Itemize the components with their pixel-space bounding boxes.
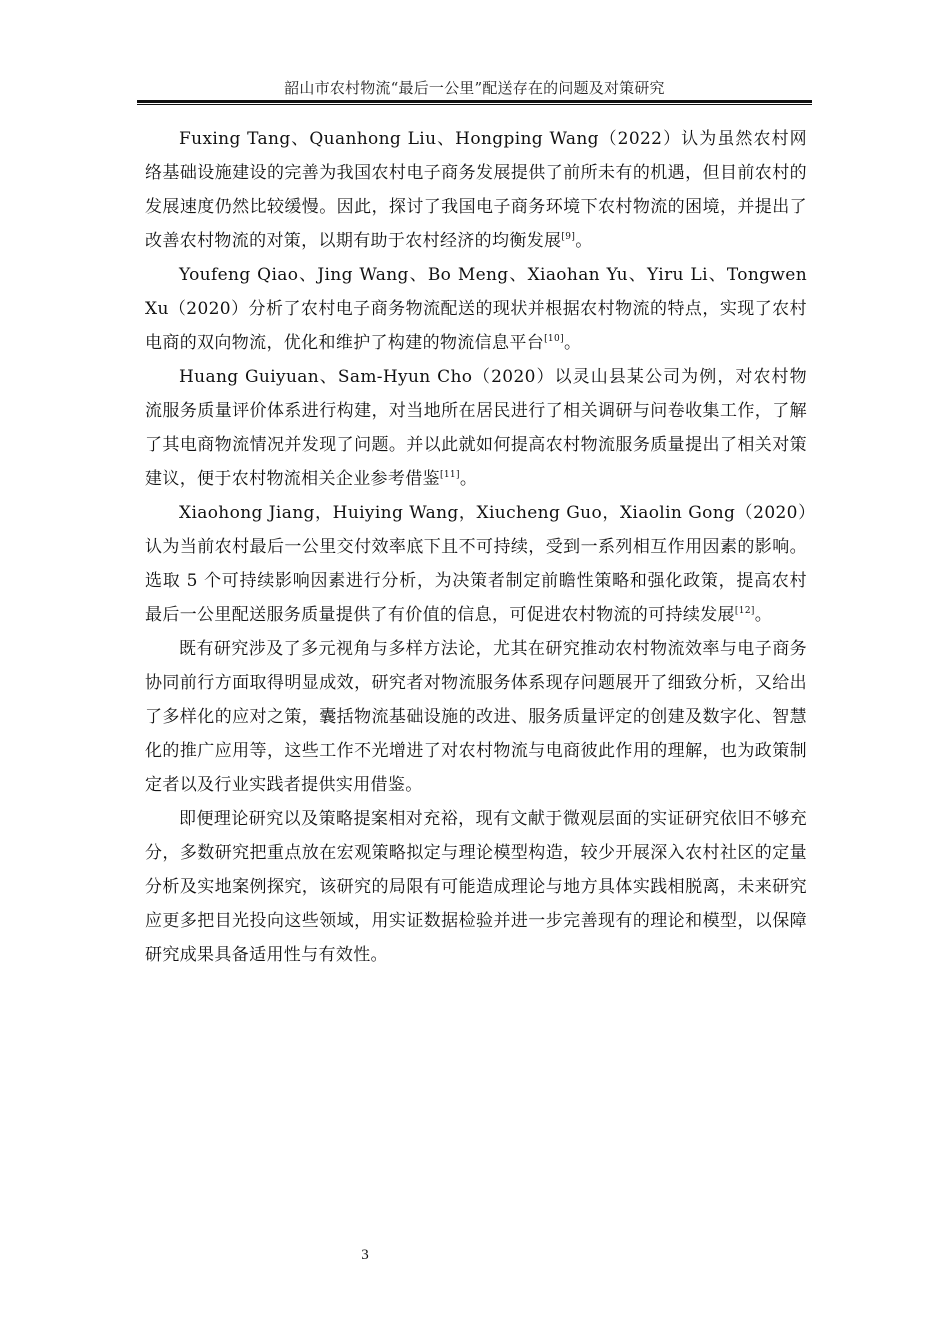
paragraph-6 [145, 802, 807, 972]
paragraph-end: 。 [575, 231, 593, 251]
paragraph-1 [145, 122, 807, 258]
paragraph-text: Xiaohong Jiang，Huiying Wang，Xiucheng Guo，Xiaolin Gong（2020）认为当前农村最后一公里交付效率底下且不可持续，受到一系列相互作用因素的影响。选取 5 个可持续影响因素进行分析，为决策者制定前瞻性策略和强化政策，提高农村最后一公里配送服务质量提供了有价值的信息，可促进农村物流的可持续发展 [145, 503, 807, 625]
body-text [145, 122, 807, 972]
paragraph-text: Huang Guiyuan、Sam-Hyun Cho（2020）以灵山县某公司为例，对农村物流服务质量评价体系进行构建，对当地所在居民进行了相关调研与问卷收集工作，了解了其电商物流情况并发现了问题。并以此就如何提高农村物流服务质量提出了相关对策建议，便于农村物流相关企业参考借鉴 [145, 367, 807, 489]
paragraph-end: 。 [563, 333, 582, 353]
paragraph-4 [145, 496, 807, 632]
paragraph-end: 。 [754, 605, 773, 625]
paragraph-text: 即便理论研究以及策略提案相对充裕，现有文献于微观层面的实证研究依旧不够充分，多数研究把重点放在宏观策略拟定与理论模型构造，较少开展深入农村社区的定量分析及实地案例探究，该研究的局限有可能造成理论与地方具体实践相脱离，未来研究应更多把目光投向这些领域，用实证数据检验并进一步完善现有的理论和模型，以保障研究成果具备适用性与有效性。 [145, 809, 807, 965]
page-number: 3 [361, 1247, 369, 1263]
citation-ref: [12] [734, 606, 755, 616]
citation-ref: [10] [544, 334, 564, 344]
running-header: 韶山市农村物流“最后一公里”配送存在的问题及对策研究 [284, 79, 665, 97]
paragraph-text: Fuxing Tang、Quanhong Liu、Hongping Wang（2022）认为虽然农村网络基础设施建设的完善为我国农村电子商务发展提供了前所未有的机遇，但目前农村的发展速度仍然比较缓慢。因此，探讨了我国电子商务环境下农村物流的困境，并提出了改善农村物流的对策，以期有助于农村经济的均衡发展 [145, 129, 807, 251]
citation-ref: [11] [439, 470, 460, 480]
paragraph-2 [145, 258, 807, 360]
paragraph-text: 既有研究涉及了多元视角与多样方法论，尤其在研究推动农村物流效率与电子商务协同前行方面取得明显成效，研究者对物流服务体系现存问题展开了细致分析，又给出了多样化的应对之策，囊括物流基础设施的改进、服务质量评定的创建及数字化、智慧化的推广应用等，这些工作不光增进了对农村物流与电商彼此作用的理解，也为政策制定者以及行业实践者提供实用借鉴。 [145, 639, 807, 795]
header-rule-thick [137, 100, 812, 103]
paragraph-3 [145, 360, 807, 496]
paragraph-end: 。 [459, 469, 478, 489]
paragraph-text: Youfeng Qiao、Jing Wang、Bo Meng、Xiaohan Yu、Yiru Li、Tongwen Xu（2020）分析了农村电子商务物流配送的现状并根据农村物流的特点，实现了农村电商的双向物流，优化和维护了构建的物流信息平台 [145, 265, 807, 353]
citation-ref: [9] [561, 232, 576, 242]
paragraph-5 [145, 632, 807, 802]
header-rule-thin [137, 104, 812, 105]
